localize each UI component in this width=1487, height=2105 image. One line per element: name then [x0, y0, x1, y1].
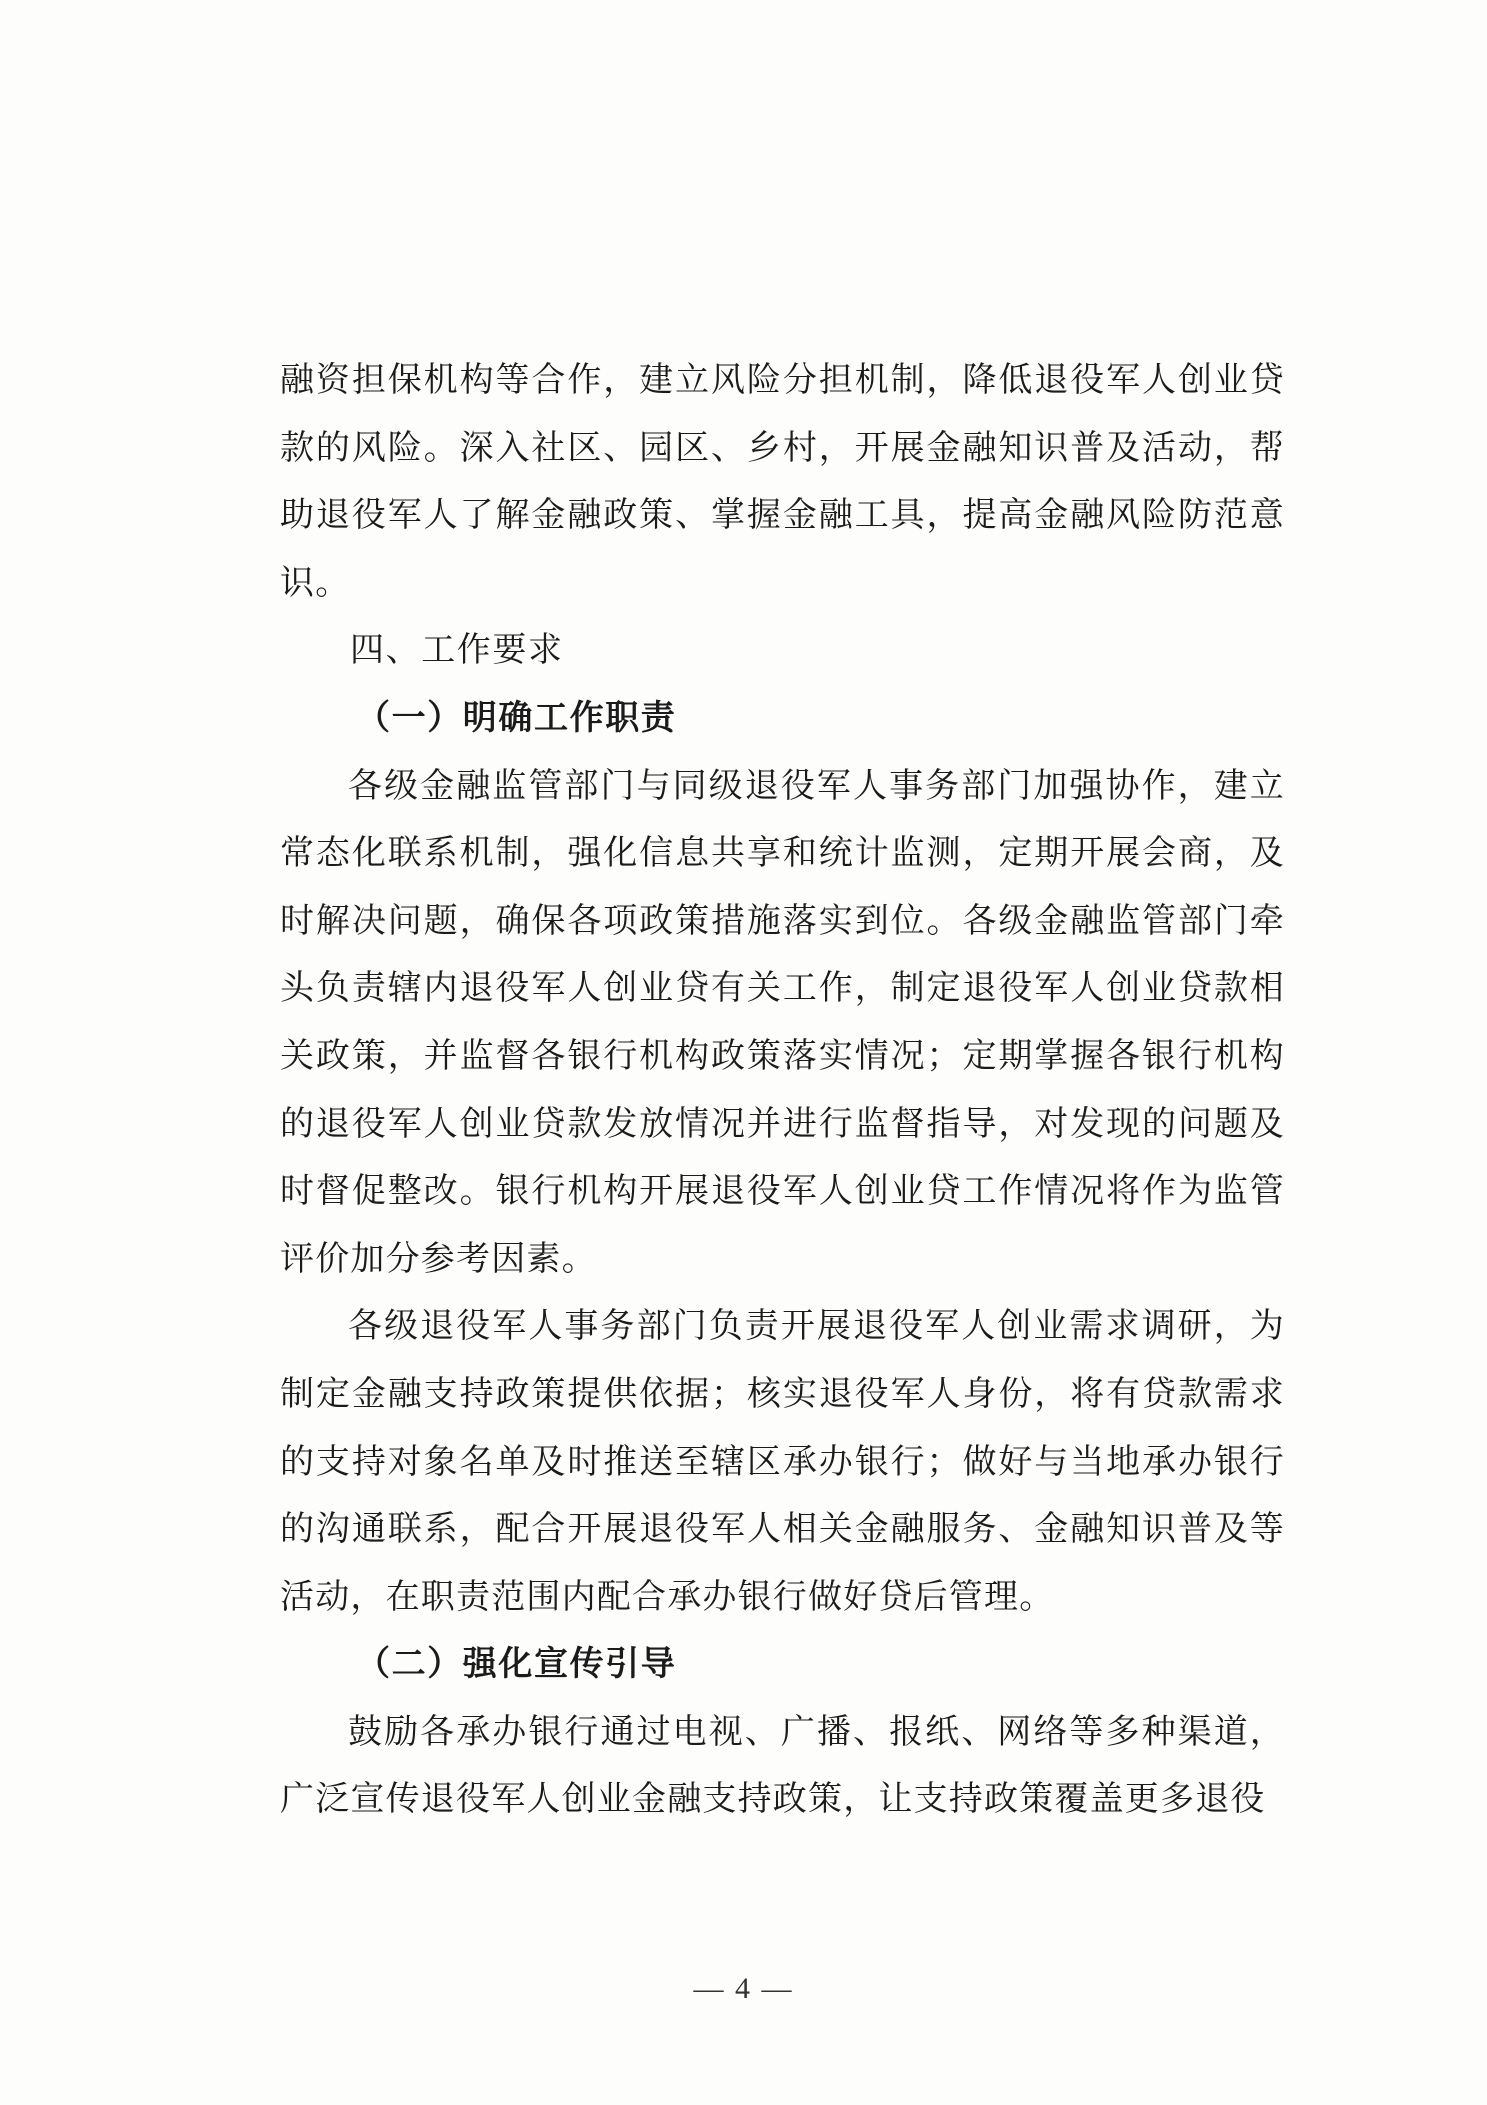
- document-body: [280, 347, 1285, 1834]
- subsection-heading-1: （一）明确工作职责: [356, 697, 677, 738]
- paragraph-publicity: 鼓励各承办银行通过电视、广播、报纸、网络等多种渠道，广泛宣传退役军人创业金融支持政策，让支持政策覆盖更多退役: [280, 1711, 1285, 1820]
- paragraph-responsibilities-veterans: 各级退役军人事务部门负责开展退役军人创业需求调研，为制定金融支持政策提供依据；核实退役军人身份，将有贷款需求的支持对象名单及时推送至辖区承办银行；做好与当地承办银行的沟通联系，配合开展退役军人相关金融服务、金融知识普及等活动，在职责范围内配合承办银行做好贷后管理。: [280, 1306, 1285, 1617]
- paragraph-continued: 融资担保机构等合作，建立风险分担机制，降低退役军人创业贷款的风险。深入社区、园区、乡村，开展金融知识普及活动，帮助退役军人了解金融政策、掌握金融工具，提高金融风险防范意识。: [280, 360, 1285, 603]
- page-number: — 4 —: [693, 1972, 794, 2005]
- subsection-heading-2: （二）强化宣传引导: [356, 1644, 677, 1685]
- section-heading: 四、工作要求: [350, 630, 564, 671]
- paragraph-responsibilities-finance: 各级金融监管部门与同级退役军人事务部门加强协作，建立常态化联系机制，强化信息共享和统计监测，定期开展会商，及时解决问题，确保各项政策措施落实到位。各级金融监管部门牵头负责辖内退役军人创业贷有关工作，制定退役军人创业贷款相关政策，并监督各银行机构政策落实情况；定期掌握各银行机构的退役军人创业贷款发放情况并进行监督指导，对发现的问题及时督促整改。银行机构开展退役军人创业贷工作情况将作为监管评价加分参考因素。: [280, 765, 1285, 1279]
